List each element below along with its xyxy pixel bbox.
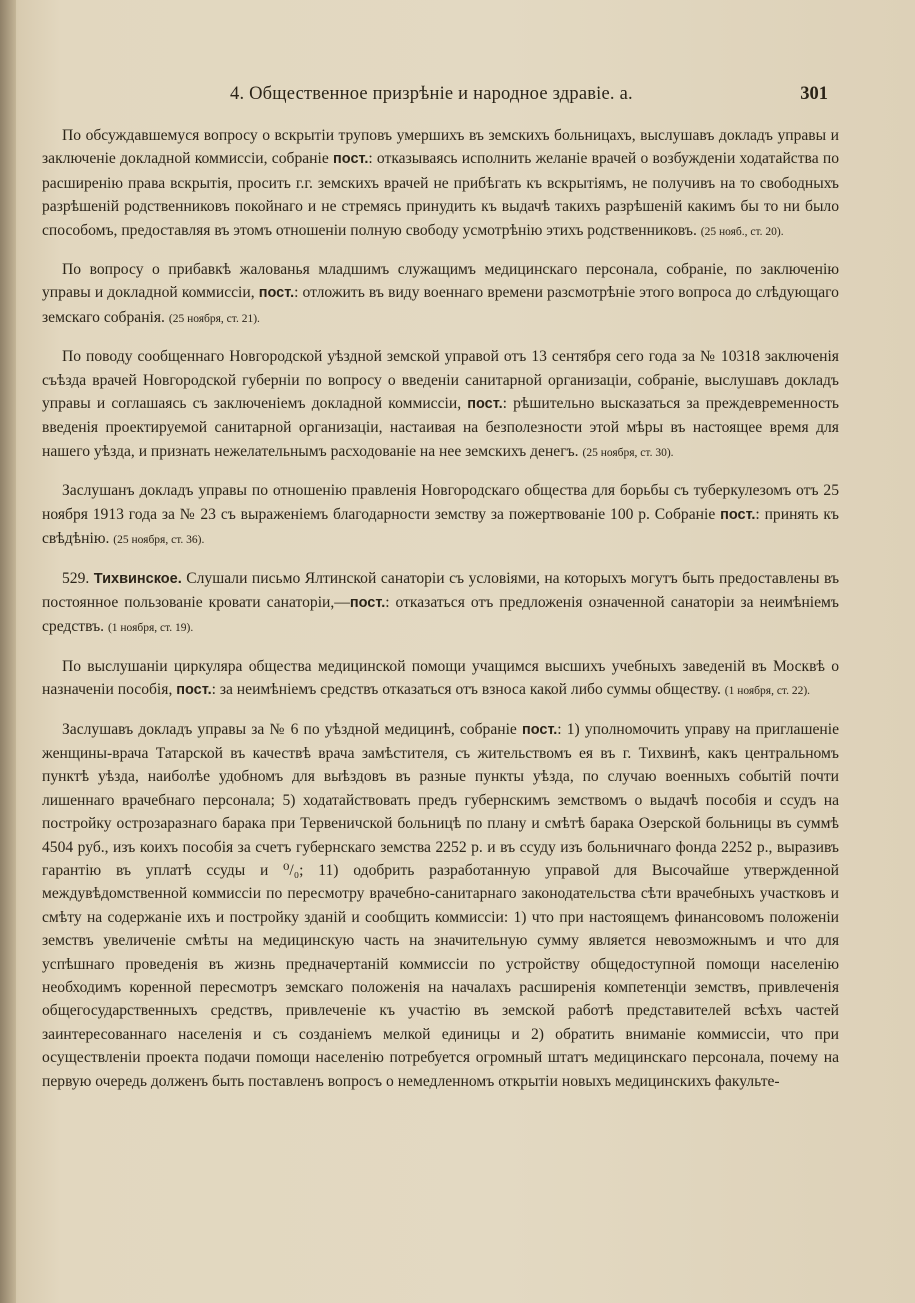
resolution-marker: пост. — [349, 594, 386, 611]
paragraph-text: : отказываясь исполнить желаніе врачей о возбужденіи ходатайства по расширенію права вскрытія, просить г.г. земскихъ врачей не прибѣгать къ вскрытіямъ, не получивъ на то свободныхъ разрѣшеній родственниковъ покойнаго и не стремясь принудить къ выдачѣ такихъ разрѣшеній какимъ бы то ни было способомъ, предоставляя въ этомъ отношеніи полную свободу усмотрѣнію этихъ родственниковъ. — [42, 150, 839, 239]
resolution-marker: пост. — [333, 151, 369, 168]
paragraph-autopsy — [42, 124, 839, 244]
paragraph-text: : за неимѣніемъ средствъ отказаться отъ взноса какой либо суммы обществу. — [211, 681, 725, 699]
citation-ref: (1 ноября, ст. 19). — [107, 622, 194, 635]
entry-number: 529. — [62, 569, 94, 587]
paragraph-text: : отложить въ виду военнаго времени разсмотрѣніе этого вопроса до слѣдующаго земскаго собранія. — [42, 284, 839, 326]
resolution-marker: пост. — [521, 721, 558, 738]
district-name: Тихвинское. — [93, 570, 182, 587]
paragraph-text: : 1) уполномочить управу на приглашеніе женщины-врача Татарской въ качествѣ врача замѣстителя, съ жительствомъ ея въ г. Тихвинѣ, какъ центральномъ пунктѣ уѣзда, наиболѣе удобномъ для выѣздовъ въ разные пункты уѣзда, по случаю военныхъ событій почти лишеннаго врачебнаго персонала; 5) ходатайствовать предъ губернскимъ земствомъ о выдачѣ пособія и ссудъ на постройку острозаразнаго барака при Тервеничской больницѣ по плану и смѣтѣ барака Озерской больницы въ суммѣ 4504 руб., изъ коихъ пособія за счетъ губернскаго земства 2252 р. и въ ссуду изъ больничнаго фонда 2252 р., выразивъ гарантію въ уплатѣ ссуды и ⁰/₀; 11) одобрить разработанную управой для Высочайше утвержденной междувѣдомственной коммиссіи по пересмотру врачебно-санитарнаго законодательства сѣти врачебныхъ участковъ и смѣту на содержаніе ихъ и постройку зданій и сообщить коммиссіи: 1) что при настоящемъ финансовомъ положеніи земствъ увеличеніе смѣты на медицинскую часть на значительную сумму является невозможнымъ и что для успѣшнаго проведенія въ жизнь предначертаній коммиссіи по устройству общедоступной помощи населенію необходимъ коренной пересмотръ земскаго положенія на началахъ расширенія компетенціи земствъ, привлеченія общегосударственныхъ средствъ, привлеченіе къ участію въ земской работѣ представителей всѣхъ частей заинтересованнаго населенія и съ созданіемъ мелкой единицы и 2) обратить вниманіе коммиссіи, что при осуществленіи проекта подачи помощи населенію потребуется огромный штатъ медицинскаго персонала, почему на первую очередь долженъ быть поставленъ вопросъ о немедленномъ открытіи новыхъ медицинскихъ факульте- — [42, 720, 839, 1090]
paragraph-text: : отказаться отъ предложенія означенной санаторіи за неимѣніемъ средствъ. — [42, 593, 839, 636]
paragraph-sanitary — [42, 345, 839, 465]
running-head-title: 4. Общественное призрѣніе и народное здравіе. а. — [230, 84, 633, 104]
running-head — [0, 84, 915, 110]
paragraph-students-aid — [42, 655, 839, 704]
resolution-marker: пост. — [176, 682, 212, 699]
citation-ref: (1 ноября, ст. 22). — [724, 685, 811, 698]
citation-ref: (25 нояб., ст. 20). — [700, 225, 784, 238]
paragraph-text: : рѣшительно высказаться за преждевременность введенія проектируемой санитарной организаціи, настаивая на безполезности этой мѣры въ настоящее время для нашего уѣзда, и признать нежелательнымъ расходованіе на нее земскихъ денегъ. — [42, 395, 839, 460]
body-text — [42, 124, 839, 1107]
page-gutter-shadow — [0, 0, 16, 1303]
resolution-marker: пост. — [467, 396, 503, 413]
paragraph-tuberculosis — [42, 479, 839, 552]
page-number: 301 — [800, 84, 828, 104]
paragraph-text: Заслушанъ докладъ управы по отношенію правленія Новгородскаго общества для борьбы съ туберкулезомъ отъ 25 ноября 1913 года за № 23 съ выраженіемъ благодарности земству за пожертвованіе 100 р. Собраніе — [42, 482, 839, 523]
citation-ref: (25 ноября, ст. 30). — [582, 446, 674, 459]
resolution-marker: пост. — [258, 285, 295, 302]
paragraph-tikhvin-sanatorium — [42, 567, 839, 641]
paragraph-district-medicine — [42, 718, 839, 1094]
resolution-marker: пост. — [720, 506, 756, 523]
paragraph-text: По выслушаніи циркуляра общества медицинской помощи учащимся высшихъ учебныхъ заведеній въ Москвѣ о назначеніи пособія, — [42, 657, 839, 699]
paragraph-text: : принять къ свѣдѣнію. — [42, 505, 839, 548]
paragraph-text: По вопросу о прибавкѣ жалованья младшимъ служащимъ медицинскаго персонала, собраніе, по заключенію управы и докладной коммиссіи, — [42, 261, 839, 302]
paragraph-text: По поводу сообщеннаго Новгородской уѣздной земской управой отъ 13 сентября сего года за № 10318 заключенія съѣзда врачей Новгородской губерніи по вопросу о введеніи санитарной организаціи, собраніе, выслушавъ докладъ управы и соглашаясь съ заключеніемъ докладной коммиссіи, — [42, 348, 839, 413]
paragraph-salary — [42, 258, 839, 331]
paragraph-text: По обсуждавшемуся вопросу о вскрытіи труповъ умершихъ въ земскихъ больницахъ, выслушавъ докладъ управы и заключеніе докладной коммиссіи, собраніе — [42, 127, 839, 168]
citation-ref: (25 ноября, ст. 21). — [168, 312, 260, 325]
citation-ref: (25 ноября, ст. 36). — [113, 534, 205, 547]
paragraph-text: Заслушавъ докладъ управы за № 6 по уѣздной медицинѣ, собраніе — [62, 720, 522, 738]
paragraph-text: Слушали письмо Ялтинской санаторіи съ условіями, на которыхъ могутъ быть предоставлены въ постоянное пользованіе кровати санаторіи,— — [42, 569, 840, 611]
